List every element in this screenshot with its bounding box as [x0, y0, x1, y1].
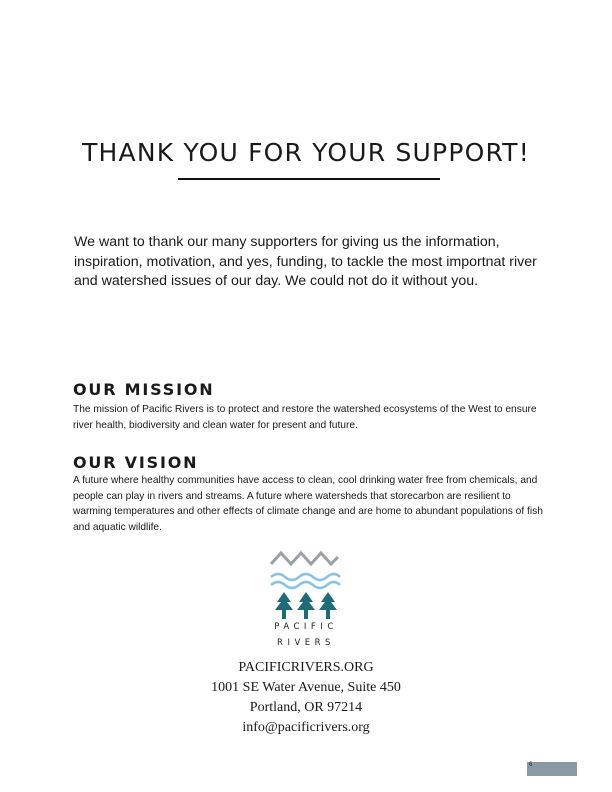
vision-body: A future where healthy communities have access to clean, cool drinking water free from chemicals, and people can play in rivers and streams. A future where watersheds that storecarbon are resilient to warming temperatures and other effects of climate change and are home to abundant populations of fish and aquatic wildlife. — [73, 475, 543, 533]
mountains-icon — [271, 553, 338, 564]
contact-city: Portland, OR 97214 — [249, 700, 363, 715]
wave-icon — [271, 582, 340, 588]
mission-heading: OUR MISSION — [73, 380, 215, 399]
contact-email[interactable]: info@pacificrivers.org — [242, 720, 370, 735]
vision-heading: OUR VISION — [73, 453, 199, 472]
pacific-rivers-logo-icon — [268, 550, 344, 650]
page-number: 6 — [529, 762, 533, 768]
tree-icon — [297, 592, 315, 619]
tree-icon — [319, 592, 337, 619]
page-title: THANK YOU FOR YOUR SUPPORT! — [82, 138, 530, 167]
contact-address: 1001 SE Water Avenue, Suite 450 — [211, 680, 401, 695]
wave-icon — [271, 574, 340, 580]
page-number-tab — [527, 762, 577, 776]
logo-text-rivers: RIVERS — [277, 638, 335, 648]
tree-icon — [275, 592, 293, 619]
logo-text-pacific: PACIFIC — [274, 622, 338, 632]
mission-body: The mission of Pacific Rivers is to protect and restore the watershed ecosystems of the West to ensure river health, biodiversity and clean water for present and future. — [73, 404, 537, 431]
intro-paragraph: We want to thank our many supporters for giving us the information, inspiration, motivation, and yes, funding, to tackle the most importnat river and watershed issues of our day. We could not do it without you. — [74, 234, 537, 289]
contact-website[interactable]: PACIFICRIVERS.ORG — [238, 660, 374, 675]
title-underline — [178, 178, 440, 180]
